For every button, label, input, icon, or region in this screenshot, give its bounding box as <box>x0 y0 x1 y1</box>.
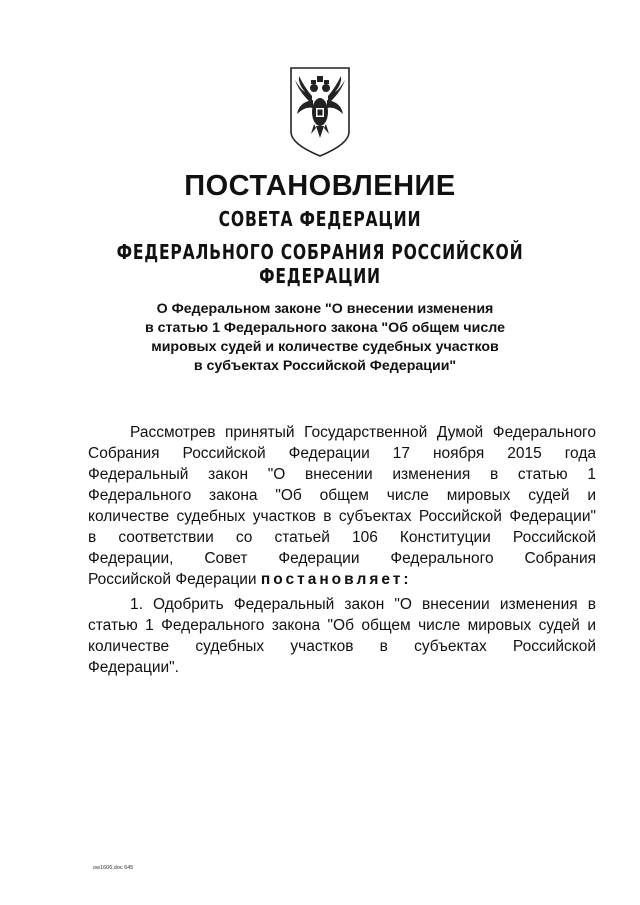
text-line: Рассмотрев принятый Государственной Думой Федерального <box>130 424 596 441</box>
text-line: Федерального закона "Об общем числе мировых судей и <box>88 487 596 504</box>
text-line: Федерации, Совет Федерации Федерального Собрания <box>88 550 596 567</box>
text-fragment: Российской Федерации <box>88 571 261 588</box>
body-paragraph-2 <box>88 594 596 678</box>
text-line: в соответствии со статьей 106 Конституции Российской <box>88 529 596 546</box>
document-title: ПОСТАНОВЛЕНИЕ <box>184 170 456 202</box>
text-line: Федерации". <box>88 659 179 676</box>
text-line <box>88 569 596 590</box>
heading-line: в статью 1 Федерального закона "Об общем числе <box>144 320 505 336</box>
heading-line: О Федеральном законе "О внесении изменения <box>156 301 494 317</box>
text-line: количестве судебных участков в субъектах Российской <box>88 638 596 655</box>
body-paragraph-1 <box>88 422 596 590</box>
text-line: Собрания Российской Федерации 17 ноября 2015 года <box>88 445 596 462</box>
resolves-keyword: постановляет: <box>260 571 412 588</box>
text-line: 1. Одобрить Федеральный закон "О внесении изменения в <box>130 596 596 613</box>
text-line: Федеральный закон "О внесении изменения в статью 1 <box>88 466 596 483</box>
issuer-line-1: СОВЕТА ФЕДЕРАЦИИ <box>218 207 422 231</box>
resolution-heading <box>110 300 540 376</box>
issuer-line-2: ФЕДЕРАЛЬНОГО СОБРАНИЯ РОССИЙСКОЙ ФЕДЕРАЦИИ <box>116 240 524 288</box>
text-line: статью 1 Федерального закона "Об общем числе мировых судей и <box>88 617 596 634</box>
coat-of-arms-icon <box>285 62 355 158</box>
heading-line: мировых судей и количестве судебных участков <box>151 339 499 355</box>
footer-code: ow1606.doc 645 <box>93 865 134 871</box>
text-line: количестве судебных участков в субъектах Российской Федерации" <box>88 508 596 525</box>
heading-line: в субъектах Российской Федерации" <box>193 358 457 374</box>
